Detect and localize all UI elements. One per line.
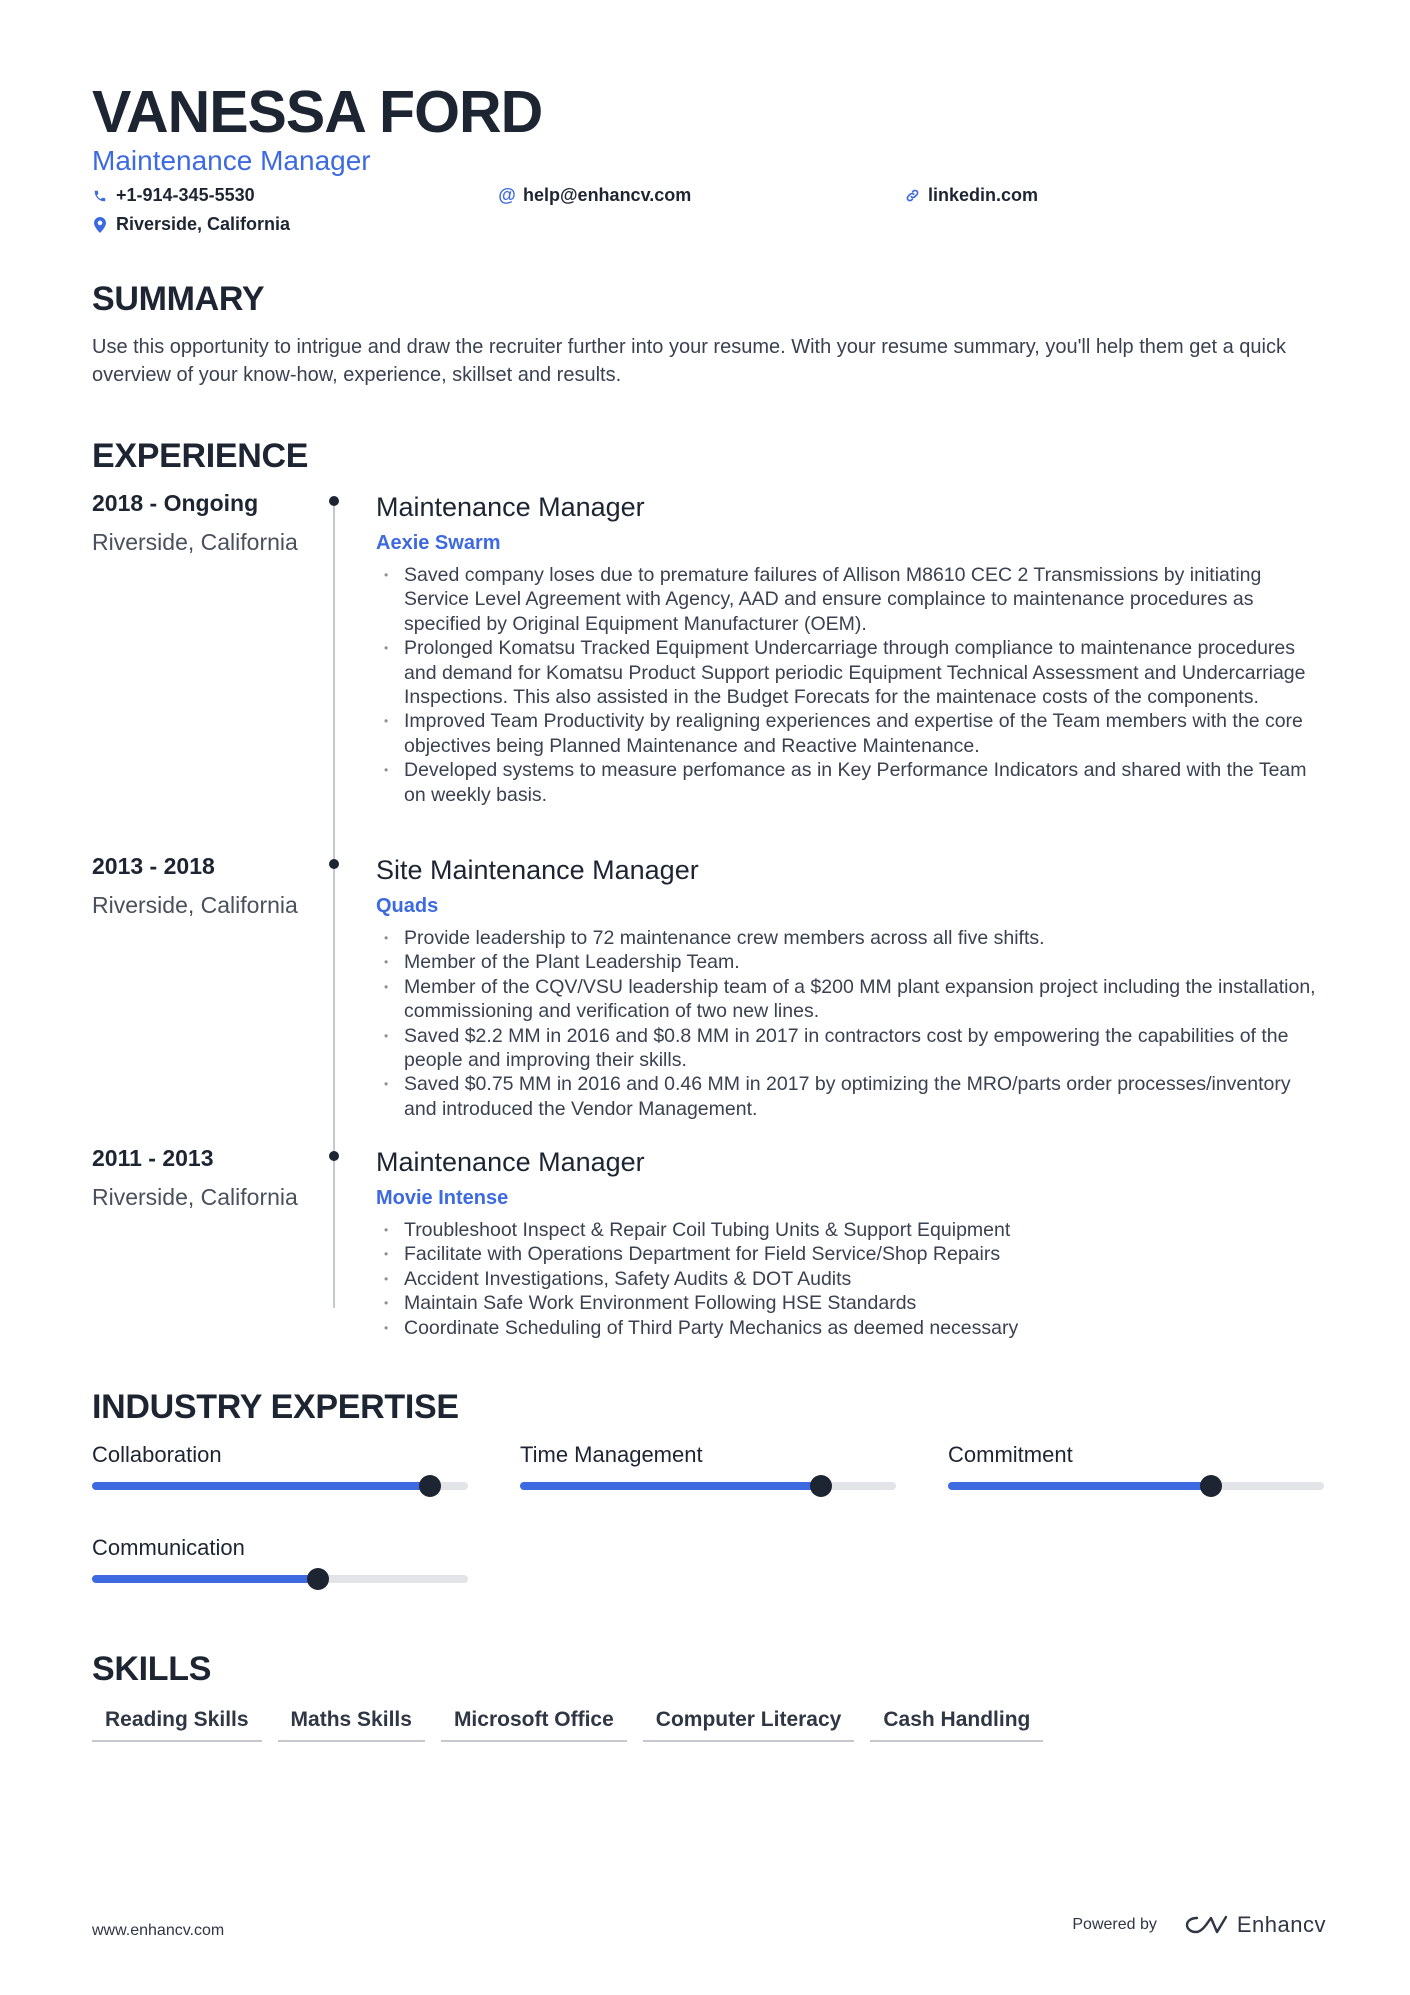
expertise-bar	[92, 1482, 468, 1490]
link-icon	[904, 187, 920, 205]
bullet-item: • Facilitate with Operations Department for Field Service/Shop Repairs	[376, 1242, 1326, 1266]
expertise-bar-fill	[92, 1482, 430, 1490]
bullet-item: • Maintain Safe Work Environment Following HSE Standards	[376, 1291, 1326, 1315]
experience-title: Maintenance Manager	[376, 492, 645, 522]
bullet-item: • Accident Investigations, Safety Audits & DOT Audits	[376, 1267, 1326, 1291]
bullet-item: • Developed systems to measure perfomance as in Key Performance Indicators and shared with the Team on weekly basis.	[376, 758, 1326, 807]
at-sign-icon: @	[498, 185, 516, 205]
contact-phone[interactable]	[92, 185, 255, 206]
experience-location: Riverside, California	[92, 1184, 298, 1210]
candidate-role: Maintenance Manager	[92, 145, 371, 176]
experience-bullets	[376, 563, 1326, 807]
contact-linkedin[interactable]	[904, 185, 1038, 206]
skill-tag: Cash Handling	[870, 1708, 1043, 1742]
contact-phone-text: +1-914-345-5530	[116, 185, 255, 205]
bullet-item: • Saved $0.75 MM in 2016 and 0.46 MM in 2017 by optimizing the MRO/parts order processes/inventory and introduced the Vendor Management.	[376, 1072, 1326, 1121]
experience-title: Maintenance Manager	[376, 1147, 645, 1177]
footer-website[interactable]: www.enhancv.com	[92, 1922, 225, 1939]
experience-dates: 2011 - 2013	[92, 1145, 214, 1171]
bullet-item: • Saved $2.2 MM in 2016 and $0.8 MM in 2017 in contractors cost by empowering the capabilities of the people and improving their skills.	[376, 1024, 1326, 1073]
contact-linkedin-text: linkedin.com	[928, 185, 1039, 205]
expertise-heading: INDUSTRY EXPERTISE	[92, 1388, 459, 1426]
enhancv-logo	[1183, 1912, 1326, 1938]
expertise-bar	[948, 1482, 1324, 1490]
resume-page	[92, 0, 1326, 1995]
experience-title: Site Maintenance Manager	[376, 855, 699, 885]
enhancv-logo-icon	[1183, 1913, 1229, 1937]
location-pin-icon	[92, 216, 108, 234]
bullet-item: • Member of the CQV/VSU leadership team of a $200 MM plant expansion project including the installation, commissioning and verification of two new lines.	[376, 975, 1326, 1024]
powered-by-text: Powered by	[1072, 1916, 1157, 1933]
timeline-dot	[329, 1151, 339, 1161]
timeline-line	[333, 500, 335, 1308]
phone-icon	[92, 187, 108, 205]
summary-text: Use this opportunity to intrigue and draw the recruiter further into your resume. With your resume summary, you'll help them get a quick overview of your know-how, experience, skillset and results.	[92, 336, 1286, 386]
expertise-label: Time Management	[520, 1442, 703, 1467]
experience-company: Movie Intense	[376, 1187, 509, 1209]
contact-email-text: help@enhancv.com	[523, 185, 692, 205]
contact-location-text: Riverside, California	[116, 214, 291, 234]
bullet-item: • Provide leadership to 72 maintenance crew members across all five shifts.	[376, 926, 1326, 950]
expertise-bar	[92, 1575, 468, 1583]
expertise-bar	[520, 1482, 896, 1490]
skill-tag: Computer Literacy	[643, 1708, 855, 1742]
experience-heading: EXPERIENCE	[92, 437, 309, 475]
expertise-label: Collaboration	[92, 1442, 222, 1467]
experience-company: Aexie Swarm	[376, 532, 501, 554]
bullet-item: • Member of the Plant Leadership Team.	[376, 950, 1326, 974]
experience-company: Quads	[376, 895, 439, 917]
expertise-bar-knob	[419, 1475, 441, 1497]
experience-dates: 2013 - 2018	[92, 853, 215, 879]
experience-dates: 2018 - Ongoing	[92, 490, 259, 516]
expertise-bar-fill	[92, 1575, 318, 1583]
expertise-label: Commitment	[948, 1442, 1073, 1467]
bullet-item: • Troubleshoot Inspect & Repair Coil Tubing Units & Support Equipment	[376, 1218, 1326, 1242]
expertise-bar-fill	[520, 1482, 821, 1490]
experience-location: Riverside, California	[92, 529, 298, 555]
experience-bullets	[376, 926, 1326, 1121]
bullet-item: • Saved company loses due to premature failures of Allison M8610 CEC 2 Transmissions by initiating Service Level Agreement with Agency, AAD and ensure complaince to maintenance procedures as specified by Original Equipment Manufacturer (OEM).	[376, 563, 1326, 636]
skills-tags	[92, 1708, 1059, 1742]
skill-tag: Maths Skills	[278, 1708, 425, 1742]
bullet-item: • Improved Team Productivity by realigning experiences and expertise of the Team members with the core objectives being Planned Maintenance and Reactive Maintenance.	[376, 709, 1326, 758]
summary-heading: SUMMARY	[92, 280, 265, 318]
enhancv-brand-name: Enhancv	[1236, 1912, 1326, 1937]
bullet-item: • Prolonged Komatsu Tracked Equipment Undercarriage through compliance to maintenance procedures and demand for Komatsu Product Support periodic Equipment Technical Assessment and Undercarriage Inspections. This also assisted in the Budget Forecats for the maintenace costs of the components.	[376, 636, 1326, 709]
expertise-label: Communication	[92, 1535, 245, 1560]
skill-tag: Reading Skills	[92, 1708, 262, 1742]
expertise-bar-knob	[1200, 1475, 1222, 1497]
footer-branding[interactable]	[1072, 1912, 1326, 1938]
skills-heading: SKILLS	[92, 1650, 212, 1688]
candidate-name: VANESSA FORD	[92, 79, 543, 145]
timeline-dot	[329, 859, 339, 869]
experience-location: Riverside, California	[92, 892, 298, 918]
expertise-bar-fill	[948, 1482, 1211, 1490]
bullet-item: • Coordinate Scheduling of Third Party Mechanics as deemed necessary	[376, 1316, 1326, 1340]
contact-location	[92, 214, 290, 235]
timeline-dot	[329, 496, 339, 506]
contact-email[interactable]	[499, 185, 691, 206]
expertise-bar-knob	[307, 1568, 329, 1590]
experience-bullets	[376, 1218, 1326, 1340]
skill-tag: Microsoft Office	[441, 1708, 627, 1742]
expertise-bar-knob	[810, 1475, 832, 1497]
